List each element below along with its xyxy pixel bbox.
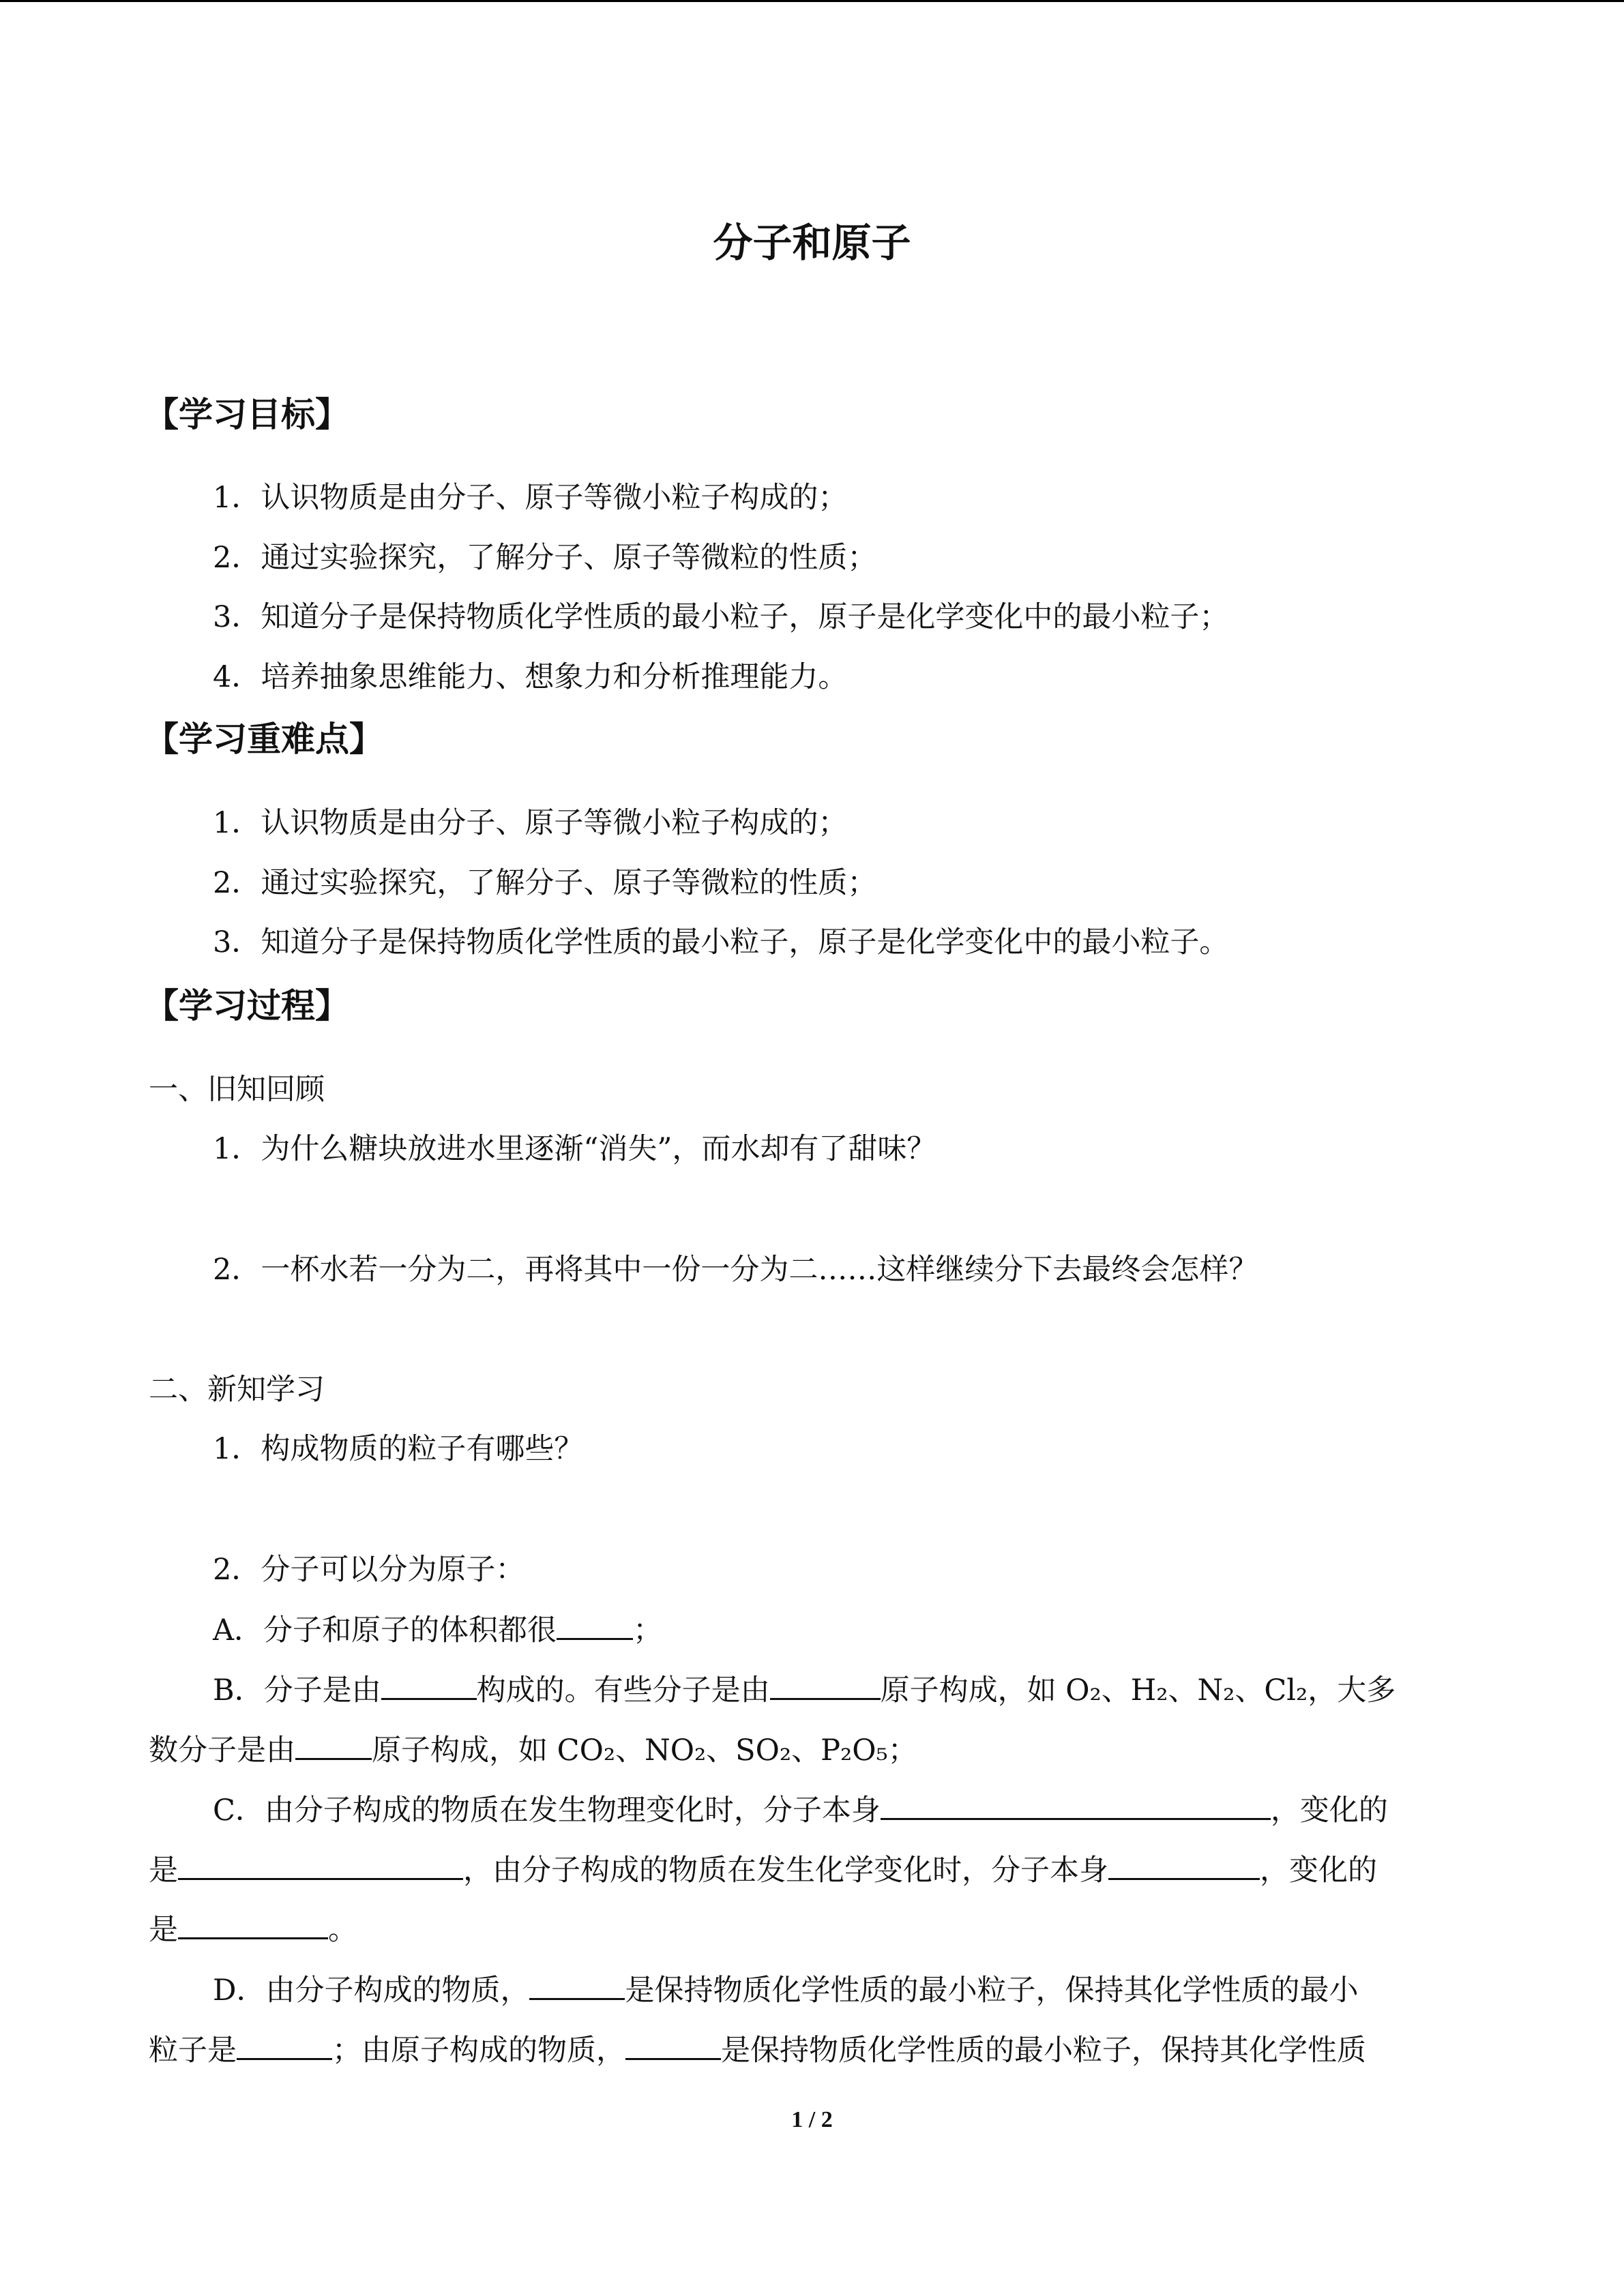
key-point-item: 1．认识物质是由分子、原子等微小粒子构成的； — [213, 806, 848, 840]
item-c-text: 是 — [149, 1853, 178, 1888]
item-a-end: ； — [633, 1613, 663, 1648]
formula-list: O₂、H₂、N₂、Cl₂ — [1065, 1673, 1308, 1708]
new-learning-title: 二、新知学习 — [149, 1373, 325, 1407]
item-d-line-2 — [149, 2029, 1366, 2070]
objective-item: 1．认识物质是由分子、原子等微小粒子构成的； — [213, 481, 848, 515]
review-question-2: 2．一杯水若一分为二，再将其中一份一分为二……这样继续分下去最终会怎样？ — [213, 1253, 1258, 1287]
item-b-text: B．分子是由 — [213, 1673, 381, 1708]
fill-blank[interactable] — [625, 2029, 721, 2060]
item-c-text: 。 — [328, 1913, 357, 1947]
item-c-text: ，由分子构成的物质在发生化学变化时，分子本身 — [463, 1853, 1108, 1888]
process-heading: 【学习过程】 — [145, 986, 349, 1026]
fill-blank[interactable] — [1108, 1849, 1260, 1880]
item-a — [213, 1609, 662, 1650]
key-point-item: 2．通过实验探究，了解分子、原子等微粒的性质； — [213, 866, 877, 900]
item-c-line-1 — [213, 1789, 1388, 1830]
item-c-text: ，变化的 — [1270, 1793, 1388, 1828]
item-b-line-2 — [149, 1729, 917, 1770]
objectives-heading: 【学习目标】 — [145, 395, 349, 434]
item-c-text: 是 — [149, 1913, 178, 1947]
item-a-text: A．分子和原子的体积都很 — [213, 1613, 557, 1648]
fill-blank[interactable] — [557, 1609, 633, 1640]
fill-blank[interactable] — [529, 1969, 625, 2000]
item-d-line-1 — [213, 1969, 1358, 2010]
page-number: 1 / 2 — [791, 2107, 833, 2132]
review-question-1: 1．为什么糖块放进水里逐渐“消失”，而水却有了甜味？ — [213, 1132, 936, 1166]
item-b-text: ，大多 — [1308, 1673, 1396, 1708]
item-d-text: 是保持物质化学性质的最小粒子，保持其化学性质的最小 — [625, 1973, 1359, 2008]
key-point-item: 3．知道分子是保持物质化学性质的最小粒子，原子是化学变化中的最小粒子。 — [213, 925, 1229, 959]
item-d-text: D．由分子构成的物质， — [213, 1973, 530, 2008]
review-title: 一、旧知回顾 — [149, 1073, 325, 1107]
fill-blank[interactable] — [178, 1909, 328, 1939]
objective-item: 2．通过实验探究，了解分子、原子等微粒的性质； — [213, 541, 877, 575]
item-b-text: 原子构成，如 — [880, 1673, 1066, 1708]
item-c-text: C．由分子构成的物质在发生物理变化时，分子本身 — [213, 1793, 881, 1828]
objective-item: 4．培养抽象思维能力、想象力和分析推理能力。 — [213, 660, 848, 694]
fill-blank[interactable] — [381, 1669, 477, 1700]
page-title: 分子和原子 — [713, 220, 911, 266]
item-b-line-1 — [213, 1669, 1475, 1710]
item-b-text: 原子构成，如 — [372, 1733, 557, 1768]
fill-blank[interactable] — [237, 2029, 332, 2060]
formula-list: CO₂、NO₂、SO₂、P₂O₅ — [557, 1733, 888, 1768]
item-c-text: ，变化的 — [1260, 1853, 1377, 1888]
objective-item: 3．知道分子是保持物质化学性质的最小粒子，原子是化学变化中的最小粒子； — [213, 600, 1229, 634]
item-b-text: ； — [887, 1733, 917, 1768]
item-c-line-3 — [149, 1909, 357, 1950]
item-b-text: 构成的。有些分子是由 — [476, 1673, 770, 1708]
fill-blank[interactable] — [770, 1669, 881, 1700]
item-d-text: 粒子是 — [149, 2033, 237, 2068]
key-points-heading: 【学习重难点】 — [145, 719, 383, 759]
fill-blank[interactable] — [295, 1729, 372, 1760]
item-b-text: 数分子是由 — [149, 1733, 295, 1768]
new-question-1: 1．构成物质的粒子有哪些？ — [213, 1432, 584, 1466]
item-c-line-2 — [149, 1849, 1377, 1890]
fill-blank[interactable] — [881, 1789, 1271, 1820]
fill-blank[interactable] — [178, 1849, 463, 1880]
new-question-2: 2．分子可以分为原子： — [213, 1553, 525, 1587]
item-d-text: ；由原子构成的物质， — [332, 2033, 625, 2068]
item-d-text: 是保持物质化学性质的最小粒子，保持其化学性质 — [721, 2033, 1366, 2068]
